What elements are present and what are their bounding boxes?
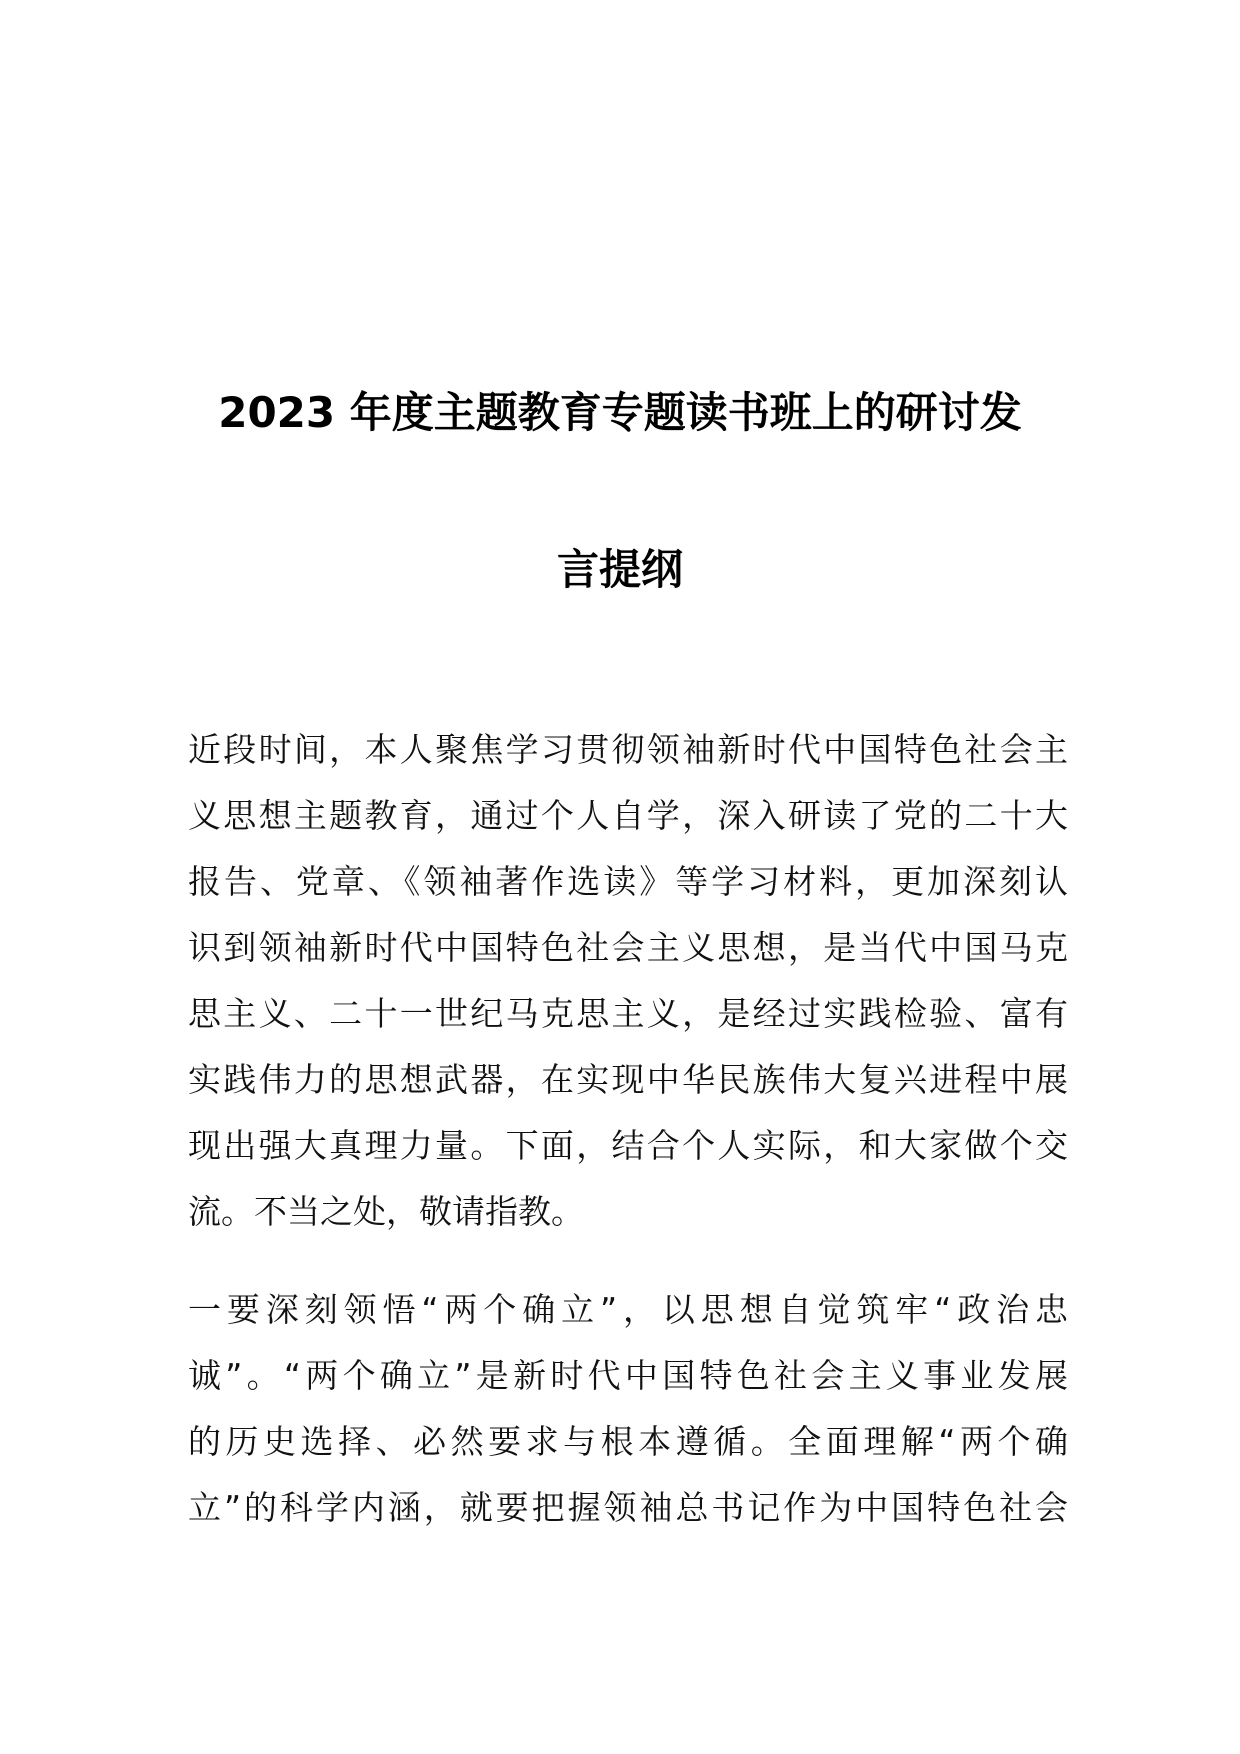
document-title-line-1: 2023 年度主题教育专题读书班上的研讨发	[218, 388, 1022, 437]
paragraph-line: 报告、党章、《领袖著作选读》等学习材料，更加深刻认	[188, 862, 1068, 901]
paragraph-line: 立”的科学内涵，就要把握领袖总书记作为中国特色社会	[188, 1488, 1068, 1527]
paragraph-line: 近段时间，本人聚焦学习贯彻领袖新时代中国特色社会主	[188, 730, 1068, 769]
paragraph-line: 思主义、二十一世纪马克思主义，是经过实践检验、富有	[188, 994, 1068, 1033]
paragraph-line: 义思想主题教育，通过个人自学，深入研读了党的二十大	[188, 796, 1068, 835]
paragraph-line: 识到领袖新时代中国特色社会主义思想，是当代中国马克	[188, 928, 1068, 967]
paragraph-point-one	[188, 1277, 1068, 1541]
paragraph-line: 的历史选择、必然要求与根本遵循。全面理解“两个确	[188, 1422, 1068, 1461]
paragraph-line: 现出强大真理力量。下面，结合个人实际，和大家做个交	[188, 1126, 1068, 1165]
document-title-line-2: 言提纲	[556, 545, 683, 594]
paragraph-line: 流。不当之处，敬请指教。	[188, 1192, 584, 1231]
paragraph-intro	[188, 717, 1068, 1245]
paragraph-line: 实践伟力的思想武器，在实现中华民族伟大复兴进程中展	[188, 1060, 1068, 1099]
paragraph-line: 一要深刻领悟“两个确立”，以思想自觉筑牢“政治忠	[188, 1290, 1068, 1329]
paragraph-line: 诚”。“两个确立”是新时代中国特色社会主义事业发展	[188, 1356, 1068, 1395]
